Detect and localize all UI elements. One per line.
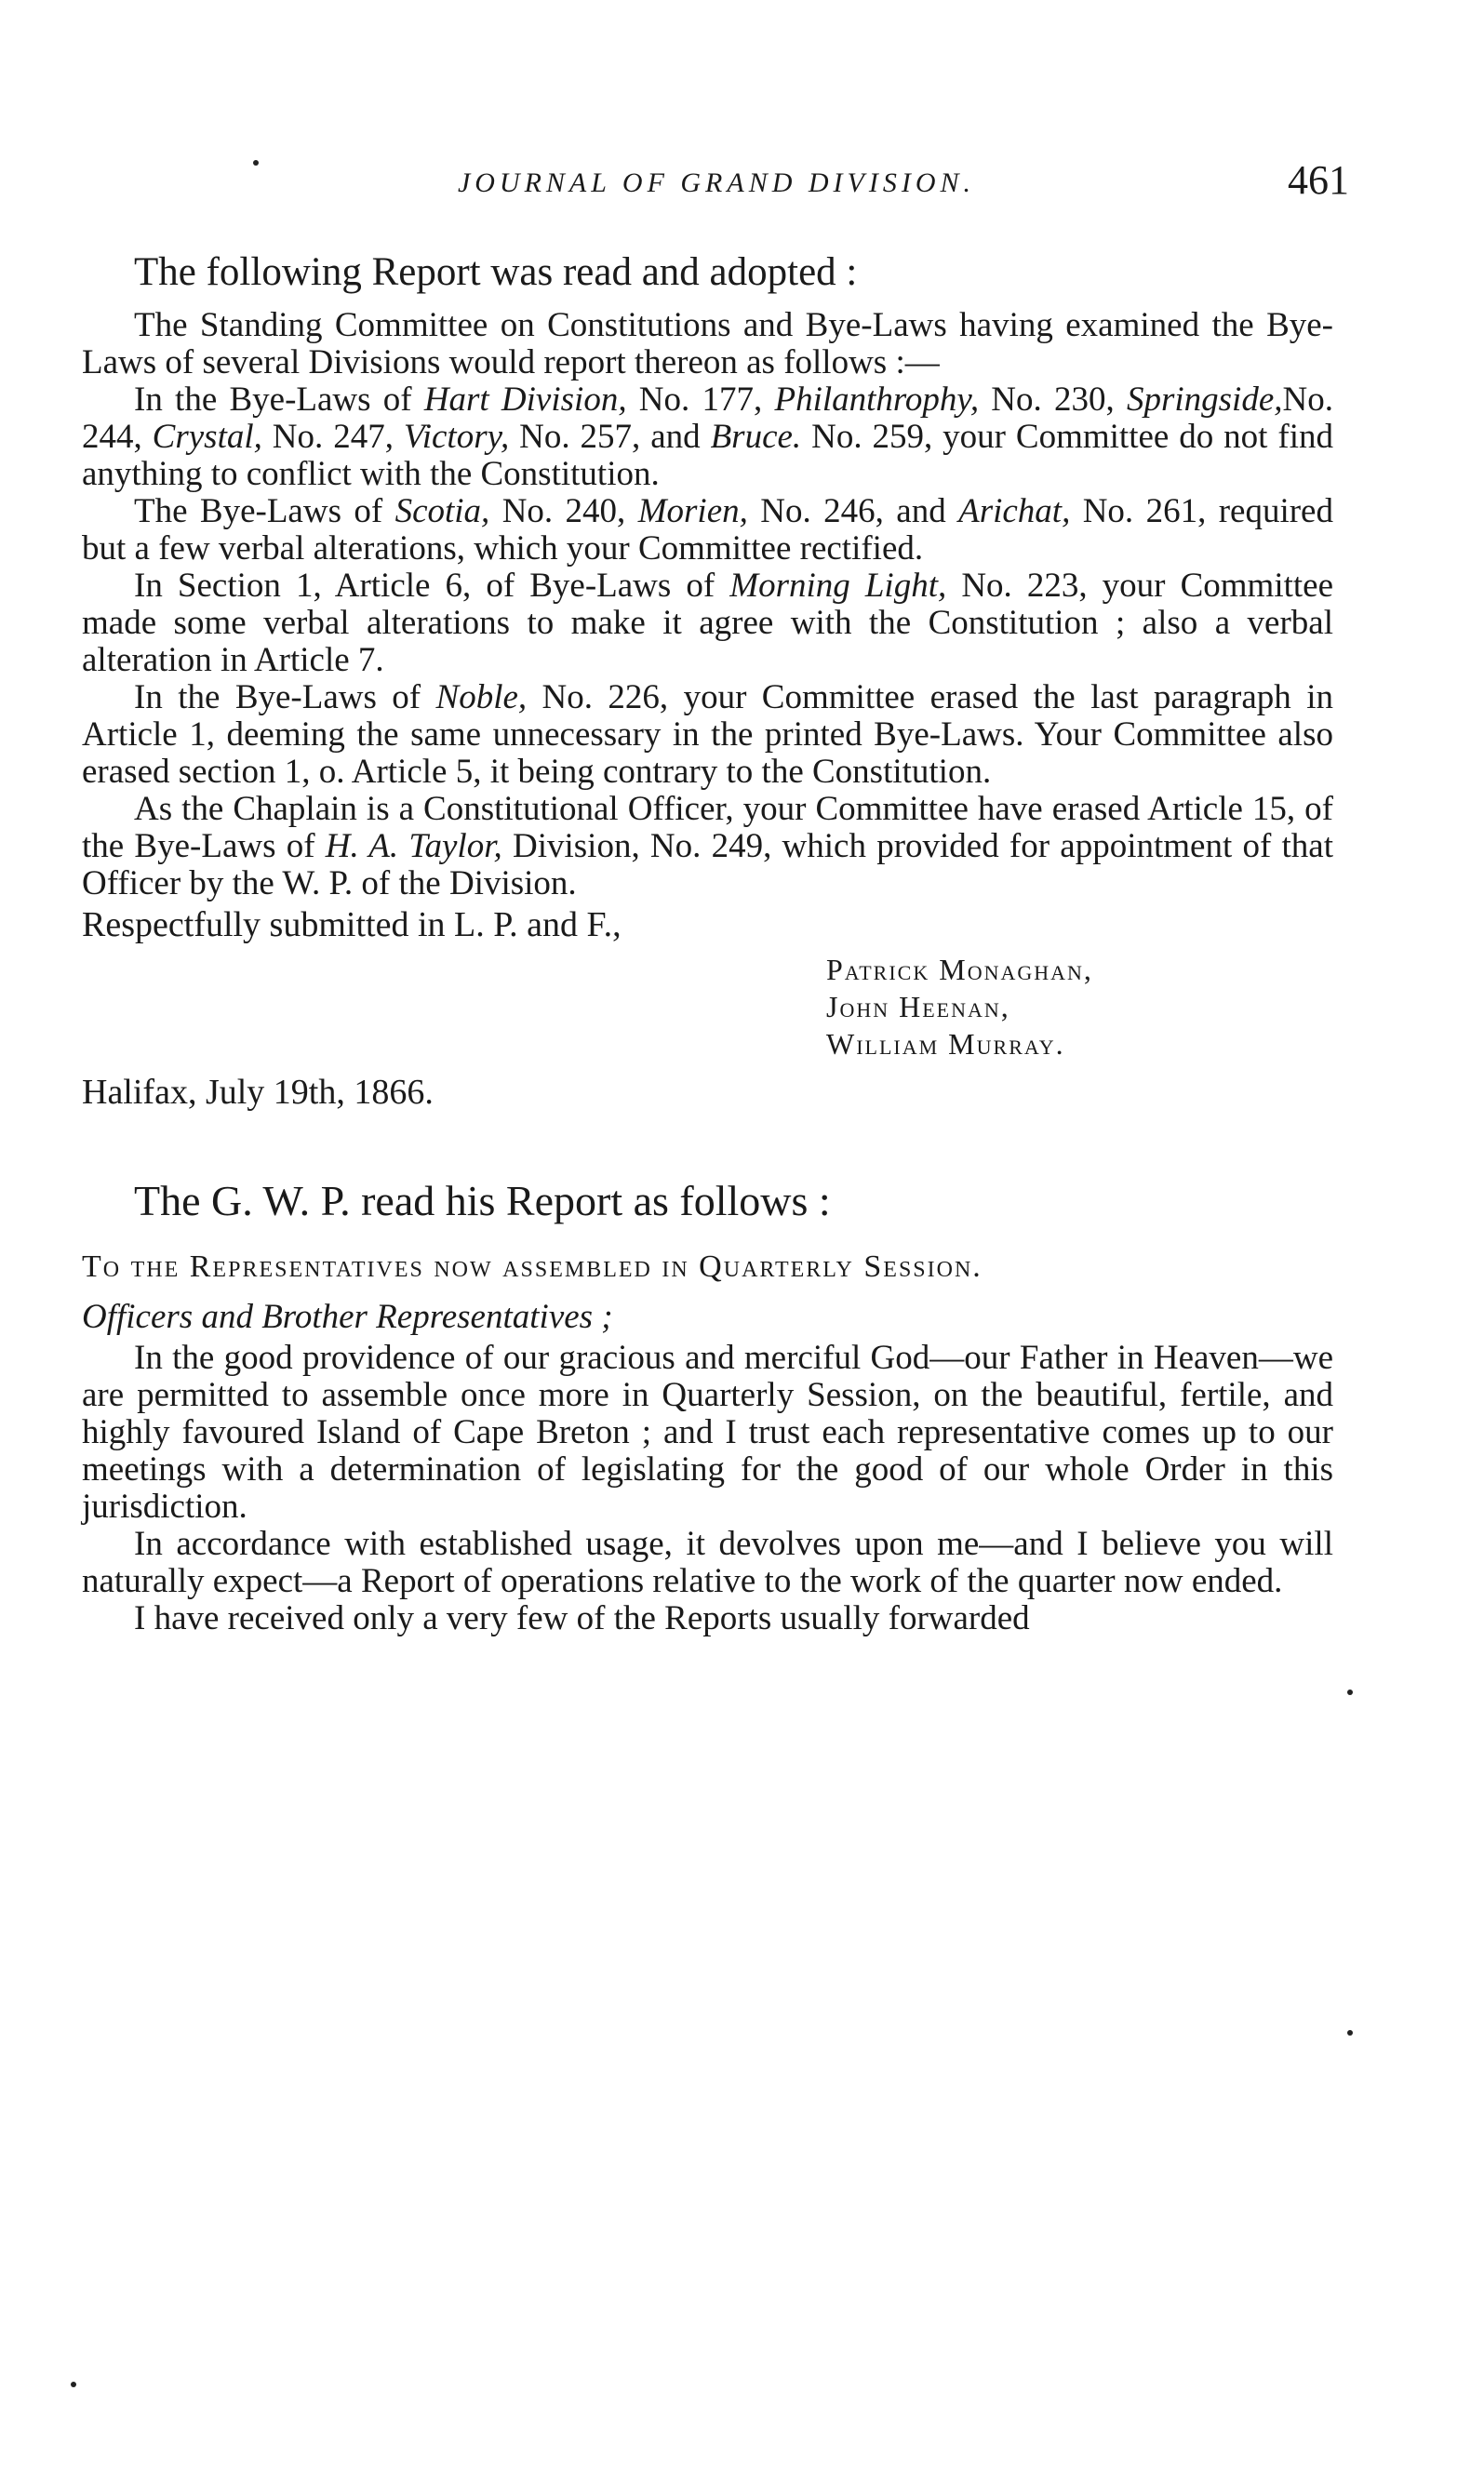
report-paragraph-3	[82, 493, 1333, 568]
text-run: In the Bye-Laws of	[134, 381, 424, 419]
text-run: No. 244,	[82, 381, 1333, 456]
report-paragraph-5	[82, 679, 1333, 791]
gwp-paragraph-1: In the good providence of our gracious and merciful God—our Father in Heaven—we are permitted to assemble once more in Quarterly Session, on the beautiful, fertile, and highly favoured Island of Cape Breton ; and I trust each representative comes up to our meetings with a determination of legislating for the good of our whole Order in this jurisdiction.	[82, 1339, 1333, 1526]
text-run: In Section 1, Article 6, of Bye-Laws of	[134, 567, 730, 605]
page-header	[84, 156, 1349, 212]
signatory-name: William Murray.	[826, 1027, 1065, 1061]
text-run: No. 230,	[979, 381, 1127, 419]
report-paragraph-2	[82, 381, 1333, 493]
division-name: Springside,	[1126, 381, 1283, 419]
report-paragraph-6	[82, 791, 1333, 902]
text-run: No. 246, and	[747, 492, 959, 530]
text-run: No. 261, required but a few verbal alterations, which your Committee rectified.	[82, 492, 1333, 568]
division-name: H. A. Taylor,	[325, 827, 502, 865]
text-run: The Bye-Laws of	[134, 492, 395, 530]
submitted-line: Respectfully submitted in L. P. and F.,	[82, 905, 622, 944]
report-intro: The following Report was read and adopted :	[134, 250, 858, 294]
signatories	[826, 951, 1333, 1062]
gwp-paragraph-3: I have received only a very few of the Reports usually forwarded	[134, 1599, 1030, 1637]
division-name: Scotia,	[394, 492, 490, 530]
report-salutation: Officers and Brother Representatives ;	[82, 1298, 613, 1336]
division-name: Morien,	[637, 492, 748, 530]
division-name: Arichat,	[958, 492, 1071, 530]
text-run: Division, No. 249, which provided for appointment of that Officer by the W. P. of the Division.	[82, 827, 1333, 902]
print-speck	[1347, 2030, 1353, 2036]
text-run: In the Bye-Laws of	[134, 678, 436, 716]
text-run: No. 257, and	[509, 418, 711, 456]
report-paragraph-4	[82, 568, 1333, 679]
division-name: Morning Light,	[729, 567, 947, 605]
text-run: No. 240,	[489, 492, 638, 530]
running-head: JOURNAL OF GRAND DIVISION.	[457, 167, 976, 198]
signatory-name: Patrick Monaghan,	[826, 953, 1093, 986]
report-address: To the Representatives now assembled in Quarterly Session.	[82, 1249, 983, 1284]
text-run: No. 247,	[261, 418, 404, 456]
text-run: No. 223, your Committee made some verbal alterations to make it agree with the Constitution ; also a verbal alteration in Article 7.	[82, 567, 1334, 679]
division-name: Victory,	[403, 418, 510, 456]
division-name: Noble,	[435, 678, 528, 716]
gwp-paragraph-2: In accordance with established usage, it devolves upon me—and I believe you will naturally expect—a Report of operations relative to the work of the quarter now ended.	[82, 1525, 1333, 1600]
place-date: Halifax, July 19th, 1866.	[82, 1073, 434, 1112]
gwp-report-lead: The G. W. P. read his Report as follows :	[134, 1177, 831, 1224]
text-run: No. 226, your Committee erased the last paragraph in Article 1, deeming the same unnecessary in the printed Bye-Laws. Your Committee also erased section 1, o. Article 5, it being contrary to the Constitution.	[82, 678, 1333, 791]
print-speck	[71, 2382, 76, 2387]
division-name: Bruce.	[710, 418, 802, 456]
print-speck	[253, 160, 259, 166]
division-name: Philanthrophy,	[774, 381, 980, 419]
text-run: As the Chaplain is a Constitutional Officer, your Committee have erased Article 15, of the Bye-Laws of	[82, 790, 1333, 865]
division-name: Crystal,	[152, 418, 262, 456]
text-run: No. 259, your Committee do not find anything to conflict with the Constitution.	[82, 418, 1333, 493]
page-number: 461	[1288, 157, 1349, 203]
report-paragraph-1: The Standing Committee on Constitutions and Bye-Laws having examined the Bye-Laws of several Divisions would report thereon as follows :—	[82, 306, 1333, 381]
page-body	[82, 249, 1333, 1637]
text-run: No. 177,	[626, 381, 775, 419]
division-name: Hart Division,	[423, 381, 627, 419]
signatory-name: John Heenan,	[826, 990, 1010, 1023]
print-speck	[1347, 1690, 1353, 1695]
